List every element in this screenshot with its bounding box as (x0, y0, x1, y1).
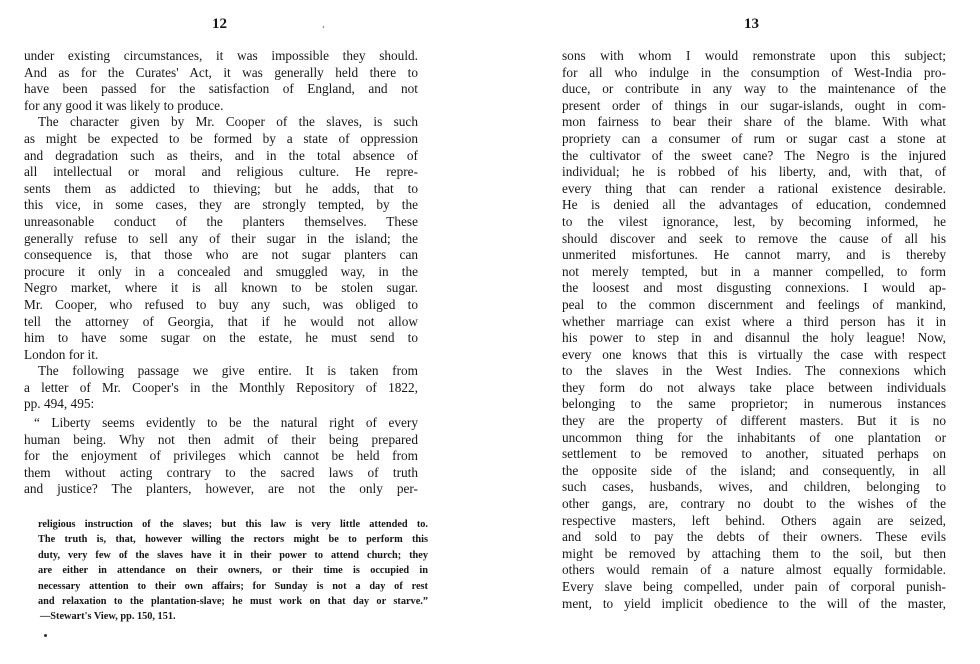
text-line: individual; he is robbed of his liberty, and, with that, of (562, 164, 946, 180)
text-line: peal to the common discernment and feelings of mankind, (562, 296, 946, 312)
text-line: unmerited misfortunes. He cannot marry, and is thereby (562, 247, 946, 263)
left-body-text (24, 48, 418, 498)
footnote-line: religious instruction of the slaves; but this law is very little attended to. (38, 519, 428, 530)
text-line: for all who indulge in the consumption of West-India pro- (562, 64, 946, 80)
text-line: a letter of Mr. Cooper's in the Monthly Repository of 1822, (24, 379, 418, 395)
text-line: duce, or contribute in any way to the maintenance of the (562, 81, 946, 97)
text-line: propriety can a consumer of rum or sugar cast a stone at (562, 130, 946, 146)
text-line: Mr. Cooper, who refused to buy any such, was obliged to (24, 296, 418, 312)
text-line: Negro market, where it is all known to be stolen sugar. (24, 280, 418, 296)
text-line: not merely tempted, but in a manner compelled, to form (562, 263, 946, 279)
text-line: for any good it was likely to produce. (24, 97, 224, 113)
text-line: present order of things in our sugar-islands, ought in com- (562, 97, 946, 113)
text-line: others would remain of a nature almost equally formidable. (562, 562, 946, 578)
text-line: the opposite side of the island; and consequently, in all (562, 462, 946, 478)
text-line: his power to step in and disannul the holy league! Now, (562, 330, 946, 346)
text-line: whether marriage can exist where a third person has it in (562, 313, 946, 329)
right-page-number: 13 (744, 16, 759, 32)
text-line: every thing that can render a rational existence desirable. (562, 180, 946, 196)
text-line: sons with whom I would remonstrate upon this subject; (562, 48, 946, 63)
footnote-citation: —Stewart's View, pp. 150, 151. (40, 611, 176, 623)
text-line: they are the property of different masters. But it is no (562, 413, 946, 429)
text-line: Every slave being compelled, under pain of corporal punish- (562, 579, 946, 594)
footnote-line: The truth is, that, however willing the rectors might be to perform this (38, 534, 428, 546)
text-line: And as for the Curates' Act, it was generally held there to (24, 64, 418, 80)
text-line: might be removed by attaching them to the soil, but then (562, 545, 946, 561)
text-line: have been passed for the satisfaction of England, and not (24, 81, 418, 97)
text-line: under existing circumstances, it was impossible they should. (24, 48, 418, 63)
text-line: uncommon thing for the inhabitants of one plantation or (562, 429, 946, 445)
print-mark: ’ (322, 26, 325, 36)
text-line: mon fairness to bear their share of the blame. With what (562, 114, 946, 130)
text-line: other gangs, are, contrary no doubt to the wishes of the (562, 496, 946, 512)
text-line: unreasonable conduct of the planters themselves. These (24, 213, 418, 229)
text-line: as might be expected to be formed by a state of oppression (24, 130, 418, 146)
text-line: such cases, husbands, wives, and children, belonging to (562, 479, 946, 495)
text-line: ment, to yield implicit obedience to the will of the master, (562, 595, 946, 611)
text-line: should discover and seek to remove the cause of all his (562, 230, 946, 246)
text-line: tell the attorney of Georgia, that if he would not allow (24, 313, 418, 329)
ink-spot (44, 634, 47, 637)
text-line: every one knows that this is virtually the case with respect (562, 346, 946, 362)
footnote-line: necessary attention to their own affairs; for Sunday is not a day of rest (38, 580, 428, 592)
text-line: and sold to pay the debts of their owners. These evils (562, 529, 946, 545)
text-line: belonging to the same proprietor; in numerous instances (562, 396, 946, 412)
text-line: He is denied all the advantages of education, condemned (562, 197, 946, 213)
quote-line: for the enjoyment of privileges which cannot be held from (24, 448, 418, 464)
text-line: The character given by Mr. Cooper of the slaves, is such (38, 114, 418, 130)
text-line: to the slaves in the West Indies. The connexions which (562, 363, 946, 379)
text-line: generally refuse to sell any of their sugar in the island; the (24, 230, 418, 246)
text-line: him to have some sugar on the estate, he must send to (24, 330, 418, 346)
right-page (490, 0, 980, 664)
right-body-text (562, 48, 946, 612)
quote-line: them without acting contrary to the sacred laws of truth (24, 464, 418, 480)
text-line: this vice, in some cases, they are strongly tempted, by the (24, 197, 418, 213)
text-line: The following passage we give entire. It is taken from (38, 363, 418, 379)
text-line: London for it. (24, 346, 99, 362)
text-line: and degradation such as theirs, and in the total absence of (24, 147, 418, 163)
text-line: settlement to be removed to another, situated perhaps on (562, 446, 946, 462)
text-line: to the vilest ignorance, lest, by becoming informed, he (562, 213, 946, 229)
text-line: they form do not always take place between individuals (562, 379, 946, 395)
text-line: all intellectual or moral and religious culture. He repre- (24, 164, 418, 180)
quote-line: and justice? The planters, however, are not the only per- (24, 481, 418, 497)
footnote-line: and relaxation to the plantation-slave; he must work on that day or starve.” (38, 595, 428, 607)
quote-line: human being. Why not then admit of their being prepared (24, 431, 418, 447)
left-page-number: 12 (212, 16, 227, 32)
text-line: procure it only in a concealed and smuggled way, in the (24, 263, 418, 279)
footnote-line: duty, very few of the slaves have it in their power to attend church; they (38, 549, 428, 561)
text-line: pp. 494, 495: (24, 396, 95, 412)
quote-line: “ Liberty seems evidently to be the natural right of every (34, 415, 418, 431)
text-line: respective masters, left behind. Others again are seized, (562, 512, 946, 528)
text-line: the cultivator of the sweet cane? The Negro is the injured (562, 147, 946, 163)
text-line: consequence is, that those who are not sugar planters can (24, 247, 418, 263)
text-line: sents them as addicted to thieving; but he adds, that to (24, 180, 418, 196)
text-line: the loosest and most disgusting connexions. I would ap- (562, 280, 946, 296)
footnote (38, 517, 428, 625)
footnote-line: are either in attendance on their owners, or their time is occupied in (38, 565, 428, 577)
